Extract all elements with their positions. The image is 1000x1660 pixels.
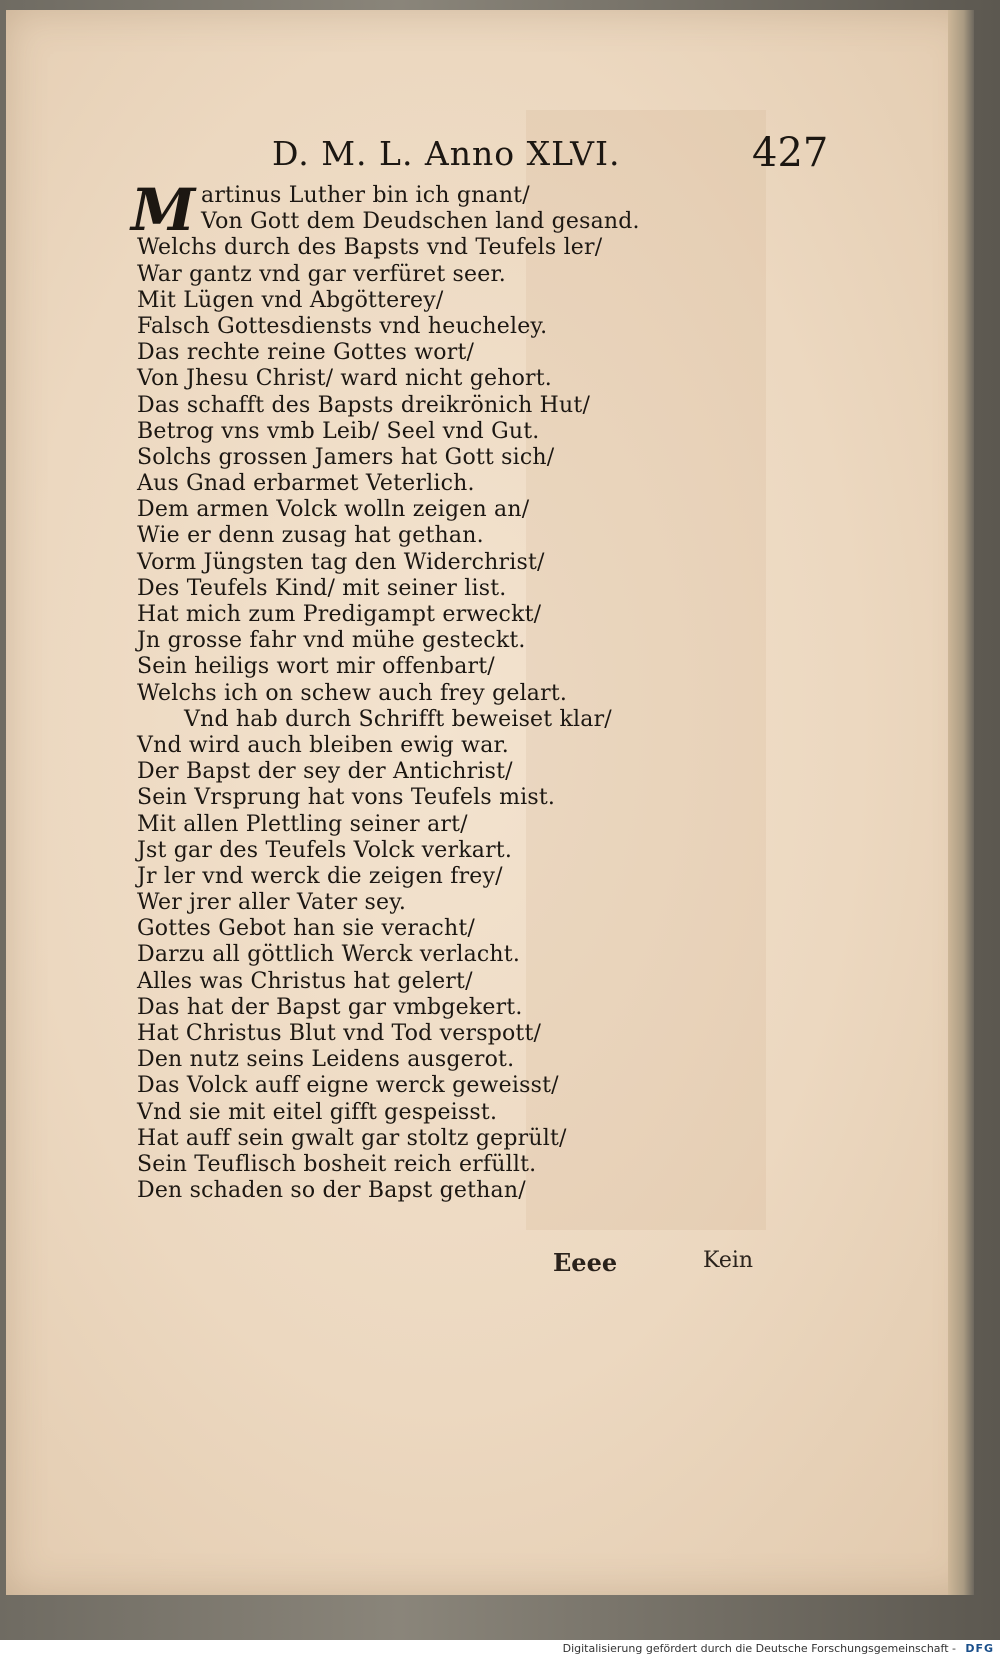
verse-line: Der Bapst der sey der Antichrist/ bbox=[137, 759, 513, 785]
verse-line: Sein Teuflisch bosheit reich erfüllt. bbox=[137, 1151, 537, 1177]
verse-line: Jr ler vnd werck die zeigen frey/ bbox=[137, 863, 503, 889]
verse-line: Vorm Jüngsten tag den Widerchrist/ bbox=[137, 549, 545, 575]
verse-text bbox=[131, 176, 777, 1204]
verse-line: Des Teufels Kind/ mit seiner list. bbox=[137, 575, 507, 601]
verse-line: Gottes Gebot han sie veracht/ bbox=[137, 916, 475, 942]
verse-line: Den nutz seins Leidens ausgerot. bbox=[137, 1047, 515, 1073]
verse-line: Vnd sie mit eitel gifft gespeisst. bbox=[137, 1099, 498, 1125]
page-header bbox=[272, 130, 872, 180]
catchword: Kein bbox=[703, 1248, 754, 1273]
page-edge bbox=[948, 10, 974, 1595]
verse-line: Das rechte reine Gottes wort/ bbox=[137, 340, 475, 366]
verse-line: artinus Luther bin ich gnant/ bbox=[201, 183, 530, 208]
verse-line: Jn grosse fahr vnd mühe gesteckt. bbox=[137, 628, 526, 654]
verse-line: Welchs durch des Bapsts vnd Teufels ler/ bbox=[137, 235, 603, 261]
verse-line: Vnd hab durch Schrifft beweiset klar/ bbox=[184, 706, 612, 732]
footer-bar bbox=[0, 1640, 1000, 1660]
verse-line: Von Gott dem Deudschen land gesand. bbox=[201, 209, 640, 235]
verse-line: Sein heiligs wort mir offenbart/ bbox=[137, 654, 495, 680]
verse-line: Mit allen Plettling seiner art/ bbox=[137, 811, 468, 837]
verse-line: Darzu all göttlich Werck verlacht. bbox=[137, 942, 521, 968]
verse-line: Hat mich zum Predigampt erweckt/ bbox=[137, 602, 542, 627]
verse-line: Wer jrer aller Vater sey. bbox=[137, 890, 407, 916]
dfg-logo: DFG bbox=[965, 1642, 994, 1655]
verse-line: Hat Christus Blut vnd Tod verspott/ bbox=[137, 1021, 542, 1046]
verse-line: Hat auff sein gwalt gar stoltz geprült/ bbox=[137, 1125, 567, 1151]
verse-line: Dem armen Volck wolln zeigen an/ bbox=[137, 497, 530, 523]
verse-line: Falsch Gottesdiensts vnd heucheley. bbox=[137, 313, 548, 339]
verse-line: Das hat der Bapst gar vmbgekert. bbox=[137, 994, 523, 1020]
verse-line: Das Volck auff eigne werck geweisst/ bbox=[137, 1073, 559, 1099]
running-title: D. M. L. Anno XLVI. bbox=[272, 134, 621, 173]
verse-line: Mit Lügen vnd Abgötterey/ bbox=[137, 287, 444, 313]
page-number: 427 bbox=[752, 130, 829, 176]
verse-line: War gantz vnd gar verfüret seer. bbox=[137, 261, 506, 287]
verse-line: Sein Vrsprung hat vons Teufels mist. bbox=[137, 785, 556, 811]
verse-line: Aus Gnad erbarmet Veterlich. bbox=[137, 471, 475, 497]
verse-line: Den schaden so der Bapst gethan/ bbox=[137, 1178, 526, 1204]
verse-line: Solchs grossen Jamers hat Gott sich/ bbox=[137, 444, 555, 470]
verse-line: Das schafft des Bapsts dreikrönich Hut/ bbox=[137, 392, 591, 418]
verse-line: Betrog vns vmb Leib/ Seel vnd Gut. bbox=[137, 418, 540, 444]
verse-line: Wie er denn zusag hat gethan. bbox=[137, 523, 484, 549]
verse-line: Jst gar des Teufels Volck verkart. bbox=[137, 837, 513, 863]
verse-line: Vnd wird auch bleiben ewig war. bbox=[137, 732, 510, 758]
signature-mark: Eeee bbox=[553, 1248, 618, 1277]
verse-line: Welchs ich on schew auch frey gelart. bbox=[137, 680, 568, 706]
verse-line: Alles was Christus hat gelert/ bbox=[137, 968, 473, 994]
funding-credit: Digitalisierung gefördert durch die Deutsche Forschungsgemeinschaft - bbox=[562, 1642, 956, 1655]
verse-line: Von Jhesu Christ/ ward nicht gehort. bbox=[137, 366, 552, 392]
decorated-initial: M bbox=[131, 176, 196, 244]
